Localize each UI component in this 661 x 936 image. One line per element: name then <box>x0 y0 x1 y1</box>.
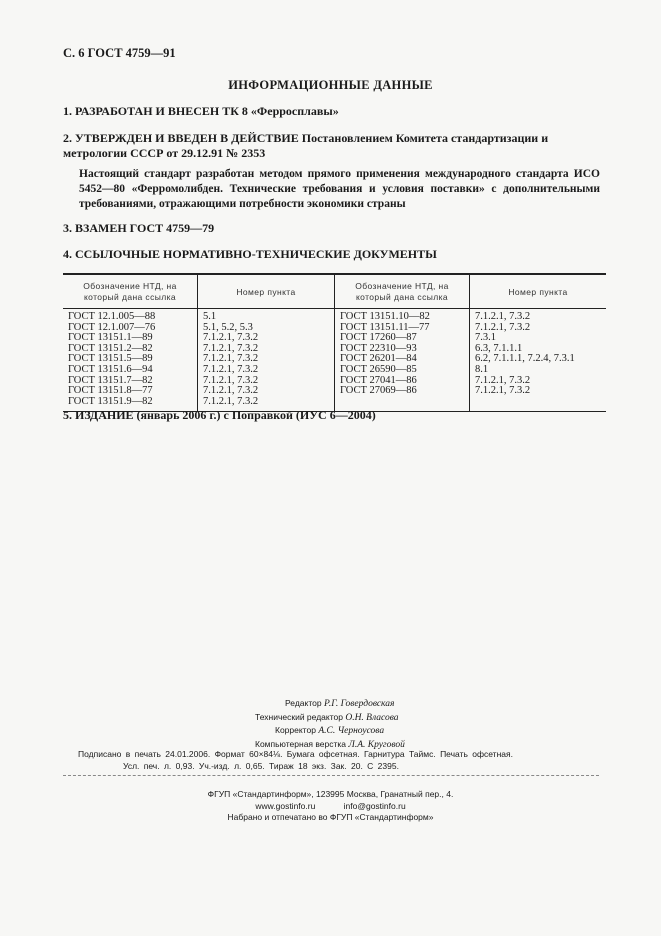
section-number: 1. <box>63 104 72 118</box>
col-header-clause-left: Номер пункта <box>198 274 335 309</box>
section-2-paragraph: Настоящий стандарт разработан методом прямого применения международного стандарта ИСО 5452—80 «Ферромолибден. Технические требования и условия поставки» с дополнительными требованиями, отражающими потребности экономики страны <box>79 168 600 210</box>
doc-entry: ГОСТ 13151.10—82 <box>340 311 430 322</box>
credit-role: Редактор <box>285 698 322 708</box>
clause-entry: 6.3, 7.1.1.1 <box>475 342 523 354</box>
publisher-address: ФГУП «Стандартинформ», 123995 Москва, Гранатный пер., 4. <box>207 789 454 799</box>
credit-role: Корректор <box>275 725 316 735</box>
section-number: 3. <box>63 221 72 235</box>
doc-entry: ГОСТ 13151.1—89 <box>68 332 153 344</box>
publisher-printing: Набрано и отпечатано во ФГУП «Стандартинформ» <box>227 812 434 822</box>
clause-entry: 7.3.1 <box>475 332 496 344</box>
credit-person: А.С. Черноусова <box>318 726 385 736</box>
credit-editor <box>255 697 405 711</box>
clause-entry: 7.1.2.1, 7.3.2 <box>203 374 259 386</box>
doc-entry: ГОСТ 13151.11—77 <box>340 321 430 333</box>
doc-entry: ГОСТ 26590—85 <box>340 363 417 375</box>
doc-entry: ГОСТ 27041—86 <box>340 374 417 386</box>
clause-cell-right <box>470 309 607 412</box>
doc-entry: ГОСТ 13151.2—82 <box>68 342 153 354</box>
doc-entry: ГОСТ 12.1.007—76 <box>68 321 156 333</box>
credit-role: Компьютерная верстка <box>255 738 347 749</box>
publisher-web: www.gostinfo.ru info@gostinfo.ru <box>255 800 406 811</box>
section-1 <box>63 104 339 119</box>
clause-entry: 5.1, 5.2, 5.3 <box>203 321 253 333</box>
section-text: ССЫЛОЧНЫЕ НОРМАТИВНО-ТЕХНИЧЕСКИЕ ДОКУМЕНТЫ <box>75 247 437 261</box>
dashed-divider <box>63 775 599 776</box>
section-text: ИЗДАНИЕ (январь 2006 г.) с Поправкой (ИУС 6—2004) <box>75 408 376 422</box>
section-label: УТВЕРЖДЕН И ВВЕДЕН В ДЕЙСТВИЕ <box>75 131 299 145</box>
clause-entry: 7.1.2.1, 7.3.2 <box>203 363 259 375</box>
clause-entry: 7.1.2.1, 7.3.2 <box>475 321 531 333</box>
section-number: 5. <box>63 408 72 422</box>
clause-entry: 7.1.2.1, 7.3.2 <box>203 332 259 344</box>
credits-block <box>255 697 405 751</box>
section-text: РАЗРАБОТАН И ВНЕСЕН ТК 8 «Ферросплавы» <box>75 104 339 118</box>
section-3 <box>63 221 214 236</box>
doc-entry: ГОСТ 17260—87 <box>340 332 417 344</box>
credit-role: Технический редактор <box>255 711 343 722</box>
credit-person: Л.А. Круговой <box>348 739 405 750</box>
doc-cell-right <box>335 309 470 412</box>
doc-entry: ГОСТ 12.1.005—88 <box>68 311 156 322</box>
clause-entry: 7.1.2.1, 7.3.2 <box>203 395 259 407</box>
doc-entry: ГОСТ 13151.6—94 <box>68 363 153 375</box>
doc-entry: ГОСТ 27069—86 <box>340 385 417 397</box>
clause-entry: 8.1 <box>475 363 489 375</box>
section-5 <box>63 408 376 423</box>
doc-entry: ГОСТ 22310—93 <box>340 342 417 354</box>
doc-entry: ГОСТ 13151.8—77 <box>68 385 153 397</box>
section-number: 4. <box>63 247 72 261</box>
doc-entry: ГОСТ 13151.7—82 <box>68 374 153 386</box>
publisher-block <box>0 789 661 824</box>
page-title: ИНФОРМАЦИОННЫЕ ДАННЫЕ <box>228 78 433 92</box>
section-number: 2. <box>63 131 72 145</box>
credit-person: Р.Г. Говердовская <box>323 699 395 709</box>
print-info-line-2: Усл. печ. л. 0,93. Уч.-изд. л. 0,65. Тираж 18 экз. Зак. 20. С 2395. <box>123 761 399 771</box>
table-body-row <box>63 309 606 412</box>
reference-table <box>63 273 599 412</box>
col-header-doc-right: Обозначение НТД, на который дана ссылка <box>335 274 470 309</box>
section-2 <box>63 131 608 161</box>
doc-entry: ГОСТ 13151.5—89 <box>68 353 153 365</box>
doc-entry: ГОСТ 26201—84 <box>340 353 417 365</box>
section-text: ВЗАМЕН ГОСТ 4759—79 <box>75 221 215 235</box>
col-header-doc-left: Обозначение НТД, на который дана ссылка <box>63 274 198 309</box>
credit-corrector <box>255 724 405 738</box>
credit-person: О.Н. Власова <box>345 712 399 723</box>
page-header: С. 6 ГОСТ 4759—91 <box>63 46 176 60</box>
clause-entry: 7.1.2.1, 7.3.2 <box>203 342 259 354</box>
clause-entry: 7.1.2.1, 7.3.2 <box>203 385 259 397</box>
clause-cell-left <box>198 309 335 412</box>
clause-entry: 7.1.2.1, 7.3.2 <box>475 311 531 322</box>
clause-entry: 5.1 <box>203 311 217 322</box>
credit-tech-editor <box>255 711 405 725</box>
print-info-line-1: Подписано в печать 24.01.2006. Формат 60×84⅛. Бумага офсетная. Гарнитура Таймс. Печать офсетная. <box>78 749 513 759</box>
section-4 <box>63 247 437 262</box>
clause-entry: 6.2, 7.1.1.1, 7.2.4, 7.3.1 <box>475 353 575 365</box>
clause-entry: 7.1.2.1, 7.3.2 <box>475 374 531 386</box>
clause-entry: 7.1.2.1, 7.3.2 <box>475 385 531 397</box>
doc-cell-left <box>63 309 198 412</box>
doc-entry: ГОСТ 13151.9—82 <box>68 395 153 407</box>
section-text: Постановлением Комитета стандартизации и метрологии СССР от 29.12.91 № 2353 <box>63 131 549 160</box>
clause-entry: 7.1.2.1, 7.3.2 <box>203 353 259 365</box>
col-header-clause-right: Номер пункта <box>470 274 607 309</box>
